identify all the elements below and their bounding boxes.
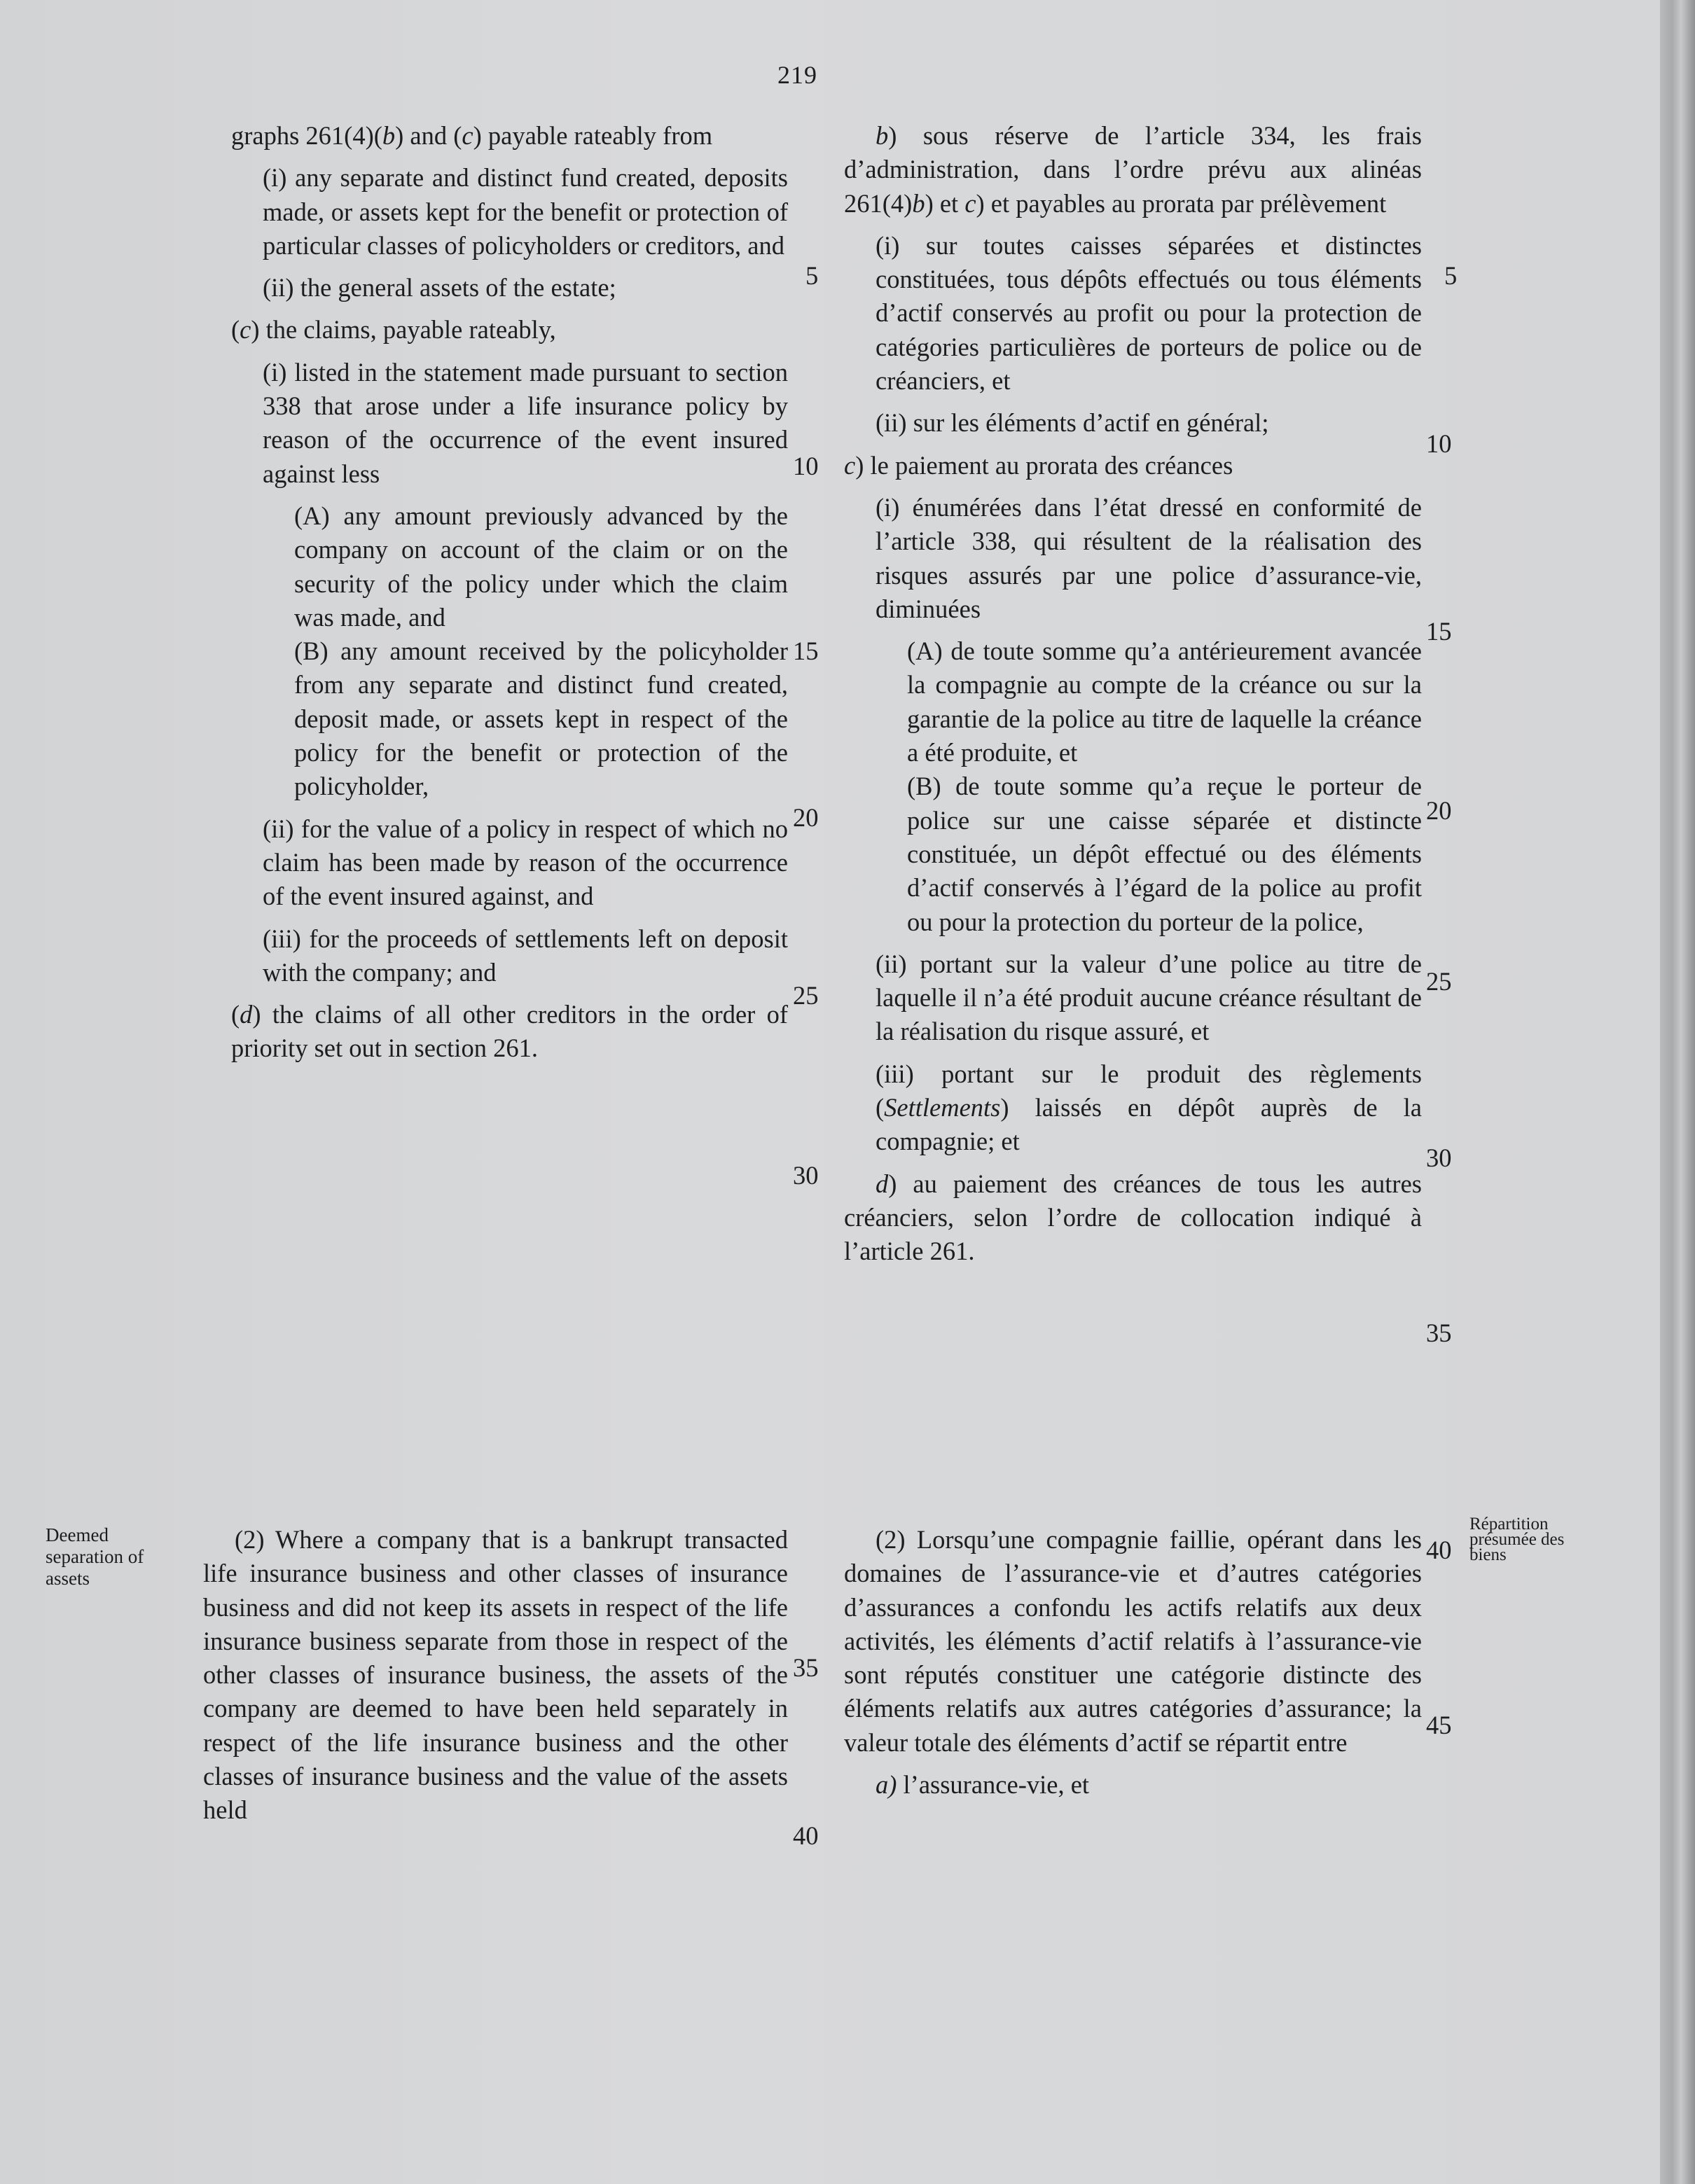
fr-item-a: [844, 1768, 1422, 1802]
fr-item-i-caisses: (i) sur toutes caisses séparées et distinctes constituées, tous dépôts effectués ou tous éléments d’actif conservés au profit ou pour la protection de catégories particulières de porteurs de police ou de créanciers, et: [876, 230, 1422, 396]
fr-line-number-45: 45: [1426, 1711, 1452, 1739]
fr-line-number-40: 40: [1426, 1536, 1452, 1564]
fr-item-B: (B) de toute somme qu’a reçue le porteur de police sur une caisse séparée et distincte constituée, un dépôt effectué ou des éléments d’actif conservés à l’égard de la police au profit ou pour la protection du porteur de la police,: [907, 772, 1422, 936]
en-item-B: (B) any amount received by the policyholder from any separate and distinct fund created, deposit made, or assets kept in respect of the policy for the benefit or protection of the policyholder,: [294, 637, 788, 801]
en-item-i-fund: (i) any separate and distinct fund created, deposits made, or assets kept for the benefit or protection of particular classes of policyholders or creditors, and: [263, 163, 788, 260]
fr-item-ii-general: (ii) sur les éléments d’actif en général;: [876, 408, 1269, 438]
fr-item-d: d) au paiement des créances de tous les autres créanciers, selon l’ordre de collocation indiqué à l’article 261.: [844, 1169, 1422, 1266]
en-item-d: (d) the claims of all other creditors in the order of priority set out in section 261.: [231, 1000, 788, 1063]
fr-line-number-10: 10: [1426, 429, 1452, 458]
page-edge-shadow: [1660, 0, 1695, 2184]
fr-item-i-enumerees: (i) énumérées dans l’état dressé en conformité de l’article 338, qui résultent de la réalisation des risques assurés par une police d’assurance-vie, diminuées: [876, 492, 1422, 623]
en-lead-text: graphs 261(4)(b) and (c) payable rateably from: [231, 121, 713, 150]
en-item-ii-value: (ii) for the value of a policy in respect of which no claim has been made by reason of the occurrence of the event insured against, and: [263, 814, 788, 911]
en-line-number-30: 30: [793, 1161, 819, 1190]
fr-item-A: (A) de toute somme qu’a antérieurement avancée la compagnie au compte de la créance ou sur la garantie de la police au titre de laquelle la créance a été produite, et: [907, 637, 1422, 767]
en-subsection-2: (2) Where a company that is a bankrupt transacted life insurance business and other classes of insurance business and did not keep its assets in respect of the life insurance business separate from those in respect of the other classes of insurance business, the assets of the company are deemed to have been held separately in respect of the life insurance business and the other classes of insurance business and the value of the assets held: [203, 1525, 788, 1825]
page-number: 219: [777, 61, 817, 89]
fr-line-number-15: 15: [1426, 617, 1452, 646]
en-line-number-20: 20: [793, 803, 819, 832]
en-line-number-35: 35: [793, 1653, 819, 1682]
fr-item-iii-produit: (iii) portant sur le produit des règlements (Settlements) laissés en dépôt auprès de la compagnie; et: [876, 1059, 1422, 1156]
french-column-bottom: [844, 1523, 1422, 1802]
margin-note-deemed-separation: Deemed separation of assets: [46, 1524, 144, 1589]
en-item-A: (A) any amount previously advanced by the company on account of the claim or on the security of the policy under which the claim was made, and: [294, 501, 788, 632]
fr-item-c: c) le paiement au prorata des créances: [844, 450, 1233, 480]
en-line-number-10: 10: [793, 452, 819, 480]
fr-line-number-25: 25: [1426, 967, 1452, 996]
en-line-number-15: 15: [793, 637, 819, 665]
french-column-top: [844, 119, 1422, 1269]
fr-line-number-35: 35: [1426, 1319, 1452, 1347]
fr-line-number-30: 30: [1426, 1143, 1452, 1172]
english-column-bottom: [203, 1523, 788, 1828]
fr-item-a-text: l’assurance-vie, et: [903, 1770, 1090, 1800]
fr-line-number-5: 5: [1444, 261, 1458, 290]
margin-note-repartition: Répartition présumée des biens: [1469, 1515, 1565, 1564]
fr-item-ii-valeur: (ii) portant sur la valeur d’une police au titre de laquelle il n’a été produit aucune créance résultant de la réalisation du risque assuré, et: [876, 949, 1422, 1046]
fr-line-number-20: 20: [1426, 796, 1452, 825]
en-line-number-40: 40: [793, 1821, 819, 1850]
en-item-ii-general: (ii) the general assets of the estate;: [263, 273, 616, 302]
fr-lead-text: b) sous réserve de l’article 334, les frais d’administration, dans l’ordre prévu aux alinéas 261(4)b) et c) et payables au prorata par prélèvement: [844, 121, 1422, 218]
en-line-number-25: 25: [793, 981, 819, 1010]
fr-item-a-label: a): [876, 1770, 897, 1800]
en-item-iii-proceeds: (iii) for the proceeds of settlements left on deposit with the company; and: [263, 924, 788, 987]
en-line-number-5: 5: [805, 261, 819, 290]
fr-subsection-2: (2) Lorsqu’une compagnie faillie, opérant dans les domaines de l’assurance-vie et d’autres catégories d’assurances a confondu les actifs relatifs aux deux activités, les éléments d’actif relatifs à l’assurance-vie sont réputés constituer une catégorie distincte des éléments relatifs aux autres catégories d’assurance; la valeur totale des éléments d’actif se répartit entre: [844, 1525, 1422, 1757]
english-column-top: [231, 119, 788, 1066]
en-item-c-claims: (c) the claims, payable rateably,: [231, 315, 556, 345]
en-item-i-listed: (i) listed in the statement made pursuant to section 338 that arose under a life insurance policy by reason of the occurrence of the event insured against less: [263, 357, 788, 488]
